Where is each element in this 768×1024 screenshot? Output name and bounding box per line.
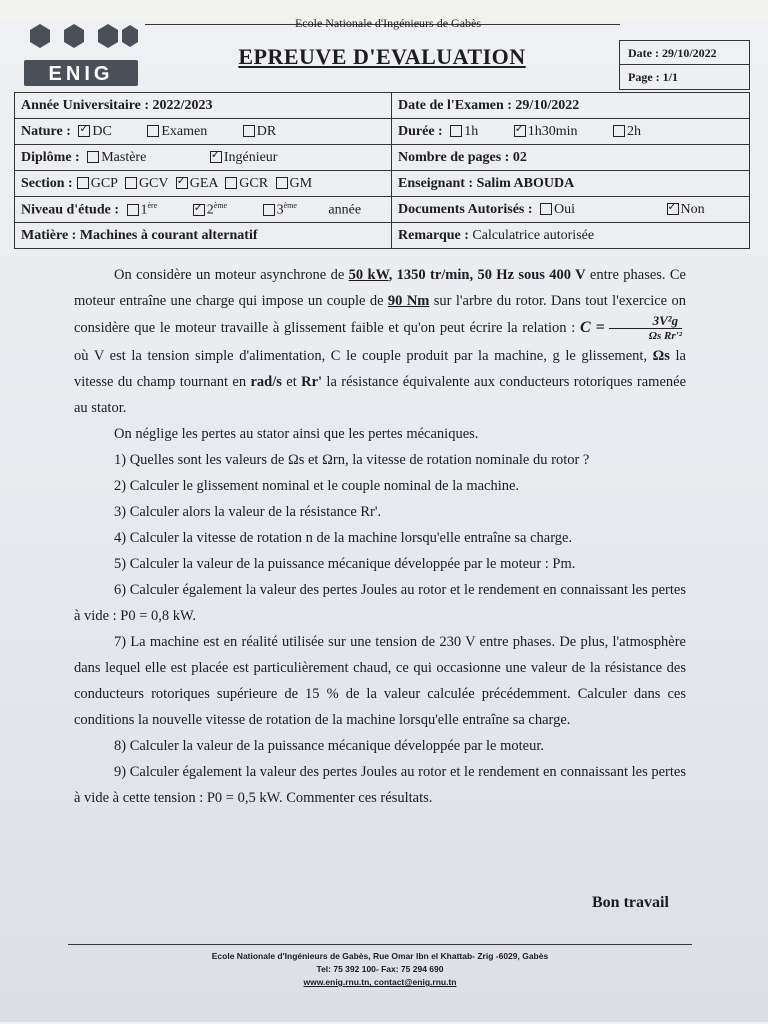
nature-opt-dc: DC <box>92 123 112 139</box>
nature-label: Nature : <box>21 123 71 139</box>
date-examen: Date de l'Examen : 29/10/2022 <box>398 97 580 113</box>
checkbox-gcr[interactable] <box>225 177 237 189</box>
niveau-label: Niveau d'étude : <box>21 202 119 218</box>
checkbox-examen[interactable] <box>147 125 159 137</box>
intro-text-m: la résistance équivalente aux conducteurs rotoriques ramenée au stator. <box>74 374 687 416</box>
intro-text-a: On considère un moteur asynchrone de <box>114 267 349 283</box>
checkbox-1h[interactable] <box>450 125 462 137</box>
exercise-body <box>74 262 686 811</box>
footer-address: Ecole Nationale d'Ingénieurs de Gabès, Rue Omar Ibn el Khattab- Zrig -6029, Gabès <box>211 951 549 961</box>
checkbox-2h[interactable] <box>613 125 625 137</box>
section-opt-gm: GM <box>289 175 313 191</box>
checkbox-ingenieur[interactable] <box>210 151 222 163</box>
header-page: Page : 1/1 <box>628 70 678 84</box>
remarque-cell <box>392 223 750 249</box>
formula-lhs: C = <box>579 319 605 337</box>
checkbox-niveau-3[interactable] <box>263 204 275 216</box>
matiere-cell <box>15 223 392 249</box>
question-3: 3) Calculer alors la valeur de la résistance Rr'. <box>114 504 382 520</box>
checkbox-oui[interactable] <box>540 203 552 215</box>
intro-paragraph <box>74 262 686 421</box>
niveau-opt-1: 1 <box>140 202 148 218</box>
question-7: 7) La machine est en réalité utilisée sur une tension de 230 V entre phases. De plus, l'atmosphère dans lequel elle est placée est particulièrement chaud, ce qui occasionne une valeur de la résistance des conducteurs rotoriques supérieure de 15 % de la valeur calculée précédemment. Calculer dans ces conditions la nouvelle vitesse de rotation de la machine lorsqu'elle entraîne sa charge. <box>74 634 686 728</box>
niveau-sup-3: ème <box>283 200 297 210</box>
diplome-label: Diplôme : <box>21 149 80 165</box>
logo-hexagon <box>64 24 84 48</box>
intro-text-d: entre phases. Ce moteur entraîne une charge qui impose un couple de <box>74 267 686 309</box>
intro-text-i: la vitesse du champ tournant en <box>74 348 686 390</box>
documents-opt-oui: Oui <box>554 201 576 217</box>
header-date: Date : 29/10/2022 <box>620 41 749 65</box>
intro-unit: rad/s <box>250 374 282 390</box>
niveau-opt-3: 3 <box>276 202 284 218</box>
checkbox-gcp[interactable] <box>77 177 89 189</box>
footer-phone: Tel: 75 392 100- Fax: 75 294 690 <box>316 964 444 974</box>
remarque-value: Calculatrice autorisée <box>472 227 595 243</box>
intro-text-k: et <box>281 374 302 390</box>
intro-text-f: sur l'arbre du rotor. Dans tout l'exercice on considère que le moteur travaille à glissement faible et qu'on peut écrire la relation : <box>74 293 686 337</box>
intro-torque: 90 Nm <box>387 293 430 309</box>
niveau-sup-2: ème <box>213 200 228 210</box>
torque-formula <box>579 313 686 342</box>
logo-hexagon <box>98 24 118 48</box>
niveau-cell <box>15 197 392 223</box>
section-cell <box>15 171 392 197</box>
documents-label: Documents Autorisés : <box>398 201 533 217</box>
question-8: 8) Calculer la valeur de la puissance mécanique développée par le moteur. <box>114 738 544 754</box>
closing-text: Bon travail <box>592 894 669 911</box>
duree-label: Durée : <box>398 123 443 139</box>
remarque-label: Remarque : <box>398 227 469 243</box>
school-name-top: Ecole Nationale d'Ingénieurs de Gabès <box>294 16 482 30</box>
table-row <box>15 223 750 249</box>
section-opt-gea: GEA <box>189 175 218 191</box>
duree-opt-2h: 2h <box>626 123 641 139</box>
intro-omega-s: Ωs <box>652 348 670 364</box>
checkbox-niveau-1[interactable] <box>127 204 139 216</box>
question-5: 5) Calculer la valeur de la puissance mécanique développée par le moteur : Pm. <box>114 556 576 572</box>
enig-logo <box>18 22 144 92</box>
logo-hexagon <box>30 24 50 48</box>
diplome-opt-ingenieur: Ingénieur <box>223 149 278 165</box>
intro-spec: , 1350 tr/min, 50 Hz sous 400 V <box>388 267 586 283</box>
nature-opt-examen: Examen <box>161 123 208 139</box>
checkbox-1h30[interactable] <box>514 125 526 137</box>
duree-cell <box>392 119 750 145</box>
niveau-sup-1: ère <box>147 200 158 210</box>
checkbox-gcv[interactable] <box>125 177 137 189</box>
table-row <box>15 171 750 197</box>
date-box <box>619 40 750 90</box>
nature-cell <box>15 119 392 145</box>
documents-opt-non: Non <box>680 201 705 217</box>
diplome-opt-mastere: Mastère <box>101 149 147 165</box>
question-9: 9) Calculer également la valeur des pertes Joules au rotor et le rendement en connaissant les pertes à vide à cette tension : P0 = 0,5 kW. Commenter ces résultats. <box>74 764 686 806</box>
section-opt-gcv: GCV <box>138 175 169 191</box>
footer-rule <box>68 944 692 945</box>
niveau-opt-2: 2 <box>206 202 214 218</box>
intro-text-g: où V est la tension simple d'alimentation, C le couple produit par la machine, g le glissement, <box>74 348 653 364</box>
exam-info-table <box>14 92 750 249</box>
table-row <box>15 93 750 119</box>
nb-pages-cell <box>392 145 750 171</box>
duree-opt-1h: 1h <box>464 123 479 139</box>
checkbox-dr[interactable] <box>243 125 255 137</box>
logo-text: ENIG <box>48 63 114 85</box>
intro-rr: Rr' <box>301 374 323 390</box>
checkbox-gm[interactable] <box>276 177 288 189</box>
annee-cell <box>15 93 392 119</box>
logo-hexagon <box>122 25 138 47</box>
section-label: Section : <box>21 175 73 191</box>
checkbox-non[interactable] <box>667 203 679 215</box>
formula-numerator: 3V²g <box>609 314 682 329</box>
checkbox-gea[interactable] <box>176 177 188 189</box>
checkbox-niveau-2[interactable] <box>193 204 205 216</box>
diplome-cell <box>15 145 392 171</box>
enseignant-cell <box>392 171 750 197</box>
niveau-suffix: année <box>328 202 362 218</box>
nb-pages: Nombre de pages : 02 <box>398 149 527 165</box>
intro-power: 50 kW <box>348 267 389 283</box>
question-4: 4) Calculer la vitesse de rotation n de la machine lorsqu'elle entraîne sa charge. <box>114 530 573 546</box>
footer <box>68 950 692 989</box>
table-row <box>15 145 750 171</box>
annee-universitaire: Année Universitaire : 2022/2023 <box>21 97 213 113</box>
question-2: 2) Calculer le glissement nominal et le couple nominal de la machine. <box>114 478 520 494</box>
table-row <box>15 197 750 223</box>
matiere: Matière : Machines à courant alternatif <box>21 227 258 243</box>
section-opt-gcp: GCP <box>90 175 118 191</box>
table-row <box>15 119 750 145</box>
question-1: 1) Quelles sont les valeurs de Ωs et Ωrn, la vitesse de rotation nominale du rotor ? <box>114 452 590 468</box>
duree-opt-1h30: 1h30min <box>527 123 578 139</box>
checkbox-mastere[interactable] <box>87 151 99 163</box>
hypothesis-paragraph: On néglige les pertes au stator ainsi que les pertes mécaniques. <box>114 426 479 442</box>
question-6: 6) Calculer également la valeur des pertes Joules au rotor et le rendement en connaissant les pertes à vide : P0 = 0,8 kW. <box>74 582 686 624</box>
date-examen-cell <box>392 93 750 119</box>
documents-cell <box>392 197 750 223</box>
formula-denominator: Ωs Rr'² <box>648 330 682 342</box>
section-opt-gcr: GCR <box>239 175 269 191</box>
enseignant: Enseignant : Salim ABOUDA <box>398 175 575 191</box>
checkbox-dc[interactable] <box>78 125 90 137</box>
nature-opt-dr: DR <box>256 123 277 139</box>
page-title: EPREUVE D'EVALUATION <box>238 44 526 69</box>
footer-web-link[interactable]: www.enig.rnu.tn, contact@enig.rnu.tn <box>303 977 457 987</box>
